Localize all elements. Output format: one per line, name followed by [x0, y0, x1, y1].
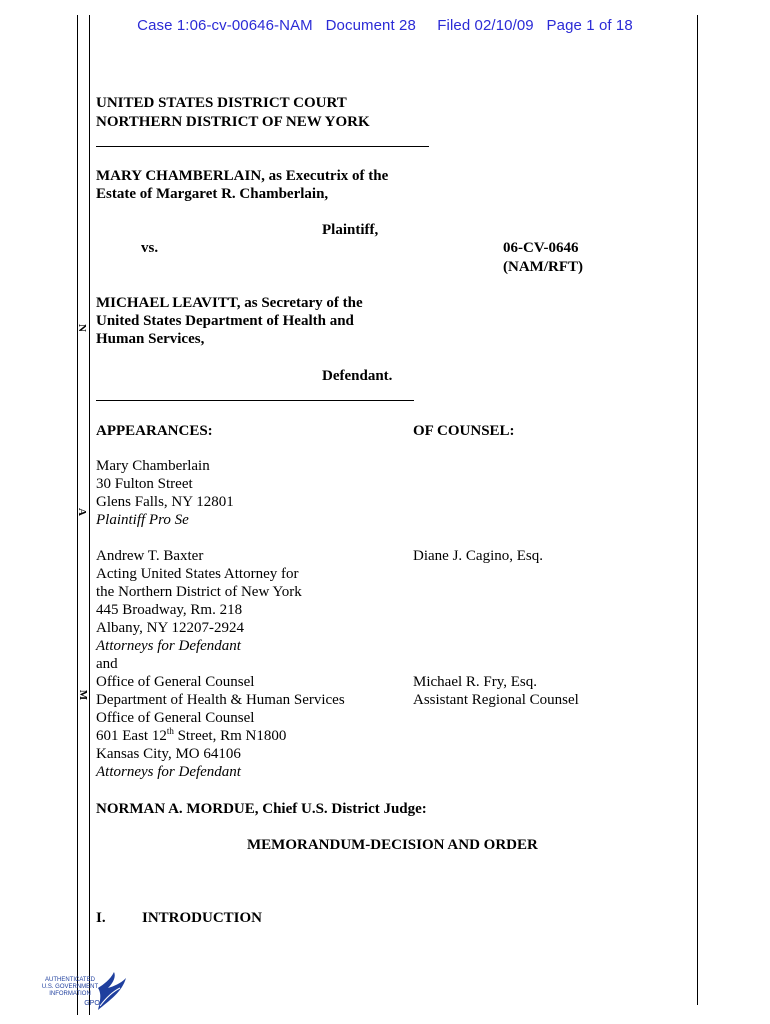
plaintiff-appearance-street: 30 Fulton Street	[96, 476, 193, 492]
svg-text:INFORMATION: INFORMATION	[49, 991, 91, 997]
defendant-appearance-l9: Department of Health & Human Services	[96, 692, 345, 708]
plaintiff-estate: Estate of Margaret R. Chamberlain,	[96, 186, 329, 202]
header-page-number: Page 1 of 18	[546, 17, 633, 34]
defendant-appearance-l3: the Northern District of New York	[96, 584, 302, 600]
defendant-appearance-l8: Office of General Counsel	[96, 674, 255, 690]
svg-text:AUTHENTICATED: AUTHENTICATED	[45, 977, 95, 983]
counsel-fry-title: Assistant Regional Counsel	[413, 692, 579, 708]
defendant-title: United States Department of Health and	[96, 313, 354, 329]
versus: vs.	[141, 240, 159, 256]
document-title: MEMORANDUM-DECISION AND ORDER	[247, 837, 538, 853]
section-heading: INTRODUCTION	[142, 910, 263, 926]
right-margin-rule	[697, 15, 698, 1005]
defendant-appearance-l7: and	[96, 656, 118, 672]
defendant-name: MICHAEL LEAVITT, as Secretary of the	[96, 295, 363, 311]
appearances-heading: APPEARANCES:	[96, 423, 213, 439]
defendant-appearance-l13: Attorneys for Defendant	[96, 764, 241, 780]
plaintiff-name: MARY CHAMBERLAIN, as Executrix of the	[96, 168, 389, 184]
defendant-appearance-l2: Acting United States Attorney for	[96, 566, 299, 582]
defendant-appearance-l12: Kansas City, MO 64106	[96, 746, 241, 762]
defendant-appearance-l6: Attorneys for Defendant	[96, 638, 241, 654]
defendant-appearance-l10: Office of General Counsel	[96, 710, 255, 726]
plaintiff-role: Plaintiff,	[322, 222, 379, 238]
margin-marker-n: N	[75, 324, 88, 332]
case-judges: (NAM/RFT)	[503, 259, 583, 275]
defendant-role: Defendant.	[322, 368, 393, 384]
defendant-title-cont: Human Services,	[96, 331, 205, 347]
plaintiff-appearance-name: Mary Chamberlain	[96, 458, 210, 474]
caption-rule-top	[96, 146, 429, 147]
counsel-cagino: Diane J. Cagino, Esq.	[413, 548, 543, 564]
court-name: UNITED STATES DISTRICT COURT	[96, 95, 347, 111]
svg-text:GPO: GPO	[84, 1000, 100, 1007]
counsel-fry: Michael R. Fry, Esq.	[413, 674, 538, 690]
header-filed-date: Filed 02/10/09	[437, 17, 534, 34]
judge-line: NORMAN A. MORDUE, Chief U.S. District Judge:	[96, 801, 427, 817]
plaintiff-appearance-city: Glens Falls, NY 12801	[96, 494, 234, 510]
plaintiff-appearance-role: Plaintiff Pro Se	[96, 512, 189, 528]
defendant-appearance-l1: Andrew T. Baxter	[96, 548, 204, 564]
filing-header	[0, 17, 770, 34]
margin-marker-a: A	[75, 508, 88, 516]
svg-text:U.S. GOVERNMENT: U.S. GOVERNMENT	[41, 984, 99, 990]
header-document-number: Document 28	[325, 17, 416, 34]
caption-rule-bottom	[96, 400, 414, 401]
defendant-appearance-l11: 601 East 12th Street, Rm N1800	[96, 726, 287, 744]
header-case-number: Case 1:06-cv-00646-NAM	[137, 17, 313, 34]
eagle-seal-icon	[40, 970, 132, 1014]
defendant-appearance-l5: Albany, NY 12207-2924	[96, 620, 245, 636]
court-district: NORTHERN DISTRICT OF NEW YORK	[96, 114, 370, 130]
case-number: 06-CV-0646	[503, 240, 579, 256]
margin-marker-m: M	[77, 689, 90, 701]
section-number: I.	[96, 910, 106, 926]
gpo-authentication-seal	[40, 970, 132, 1014]
left-margin-rule-inner	[89, 15, 90, 1015]
defendant-appearance-l4: 445 Broadway, Rm. 218	[96, 602, 243, 618]
of-counsel-heading: OF COUNSEL:	[413, 423, 515, 439]
